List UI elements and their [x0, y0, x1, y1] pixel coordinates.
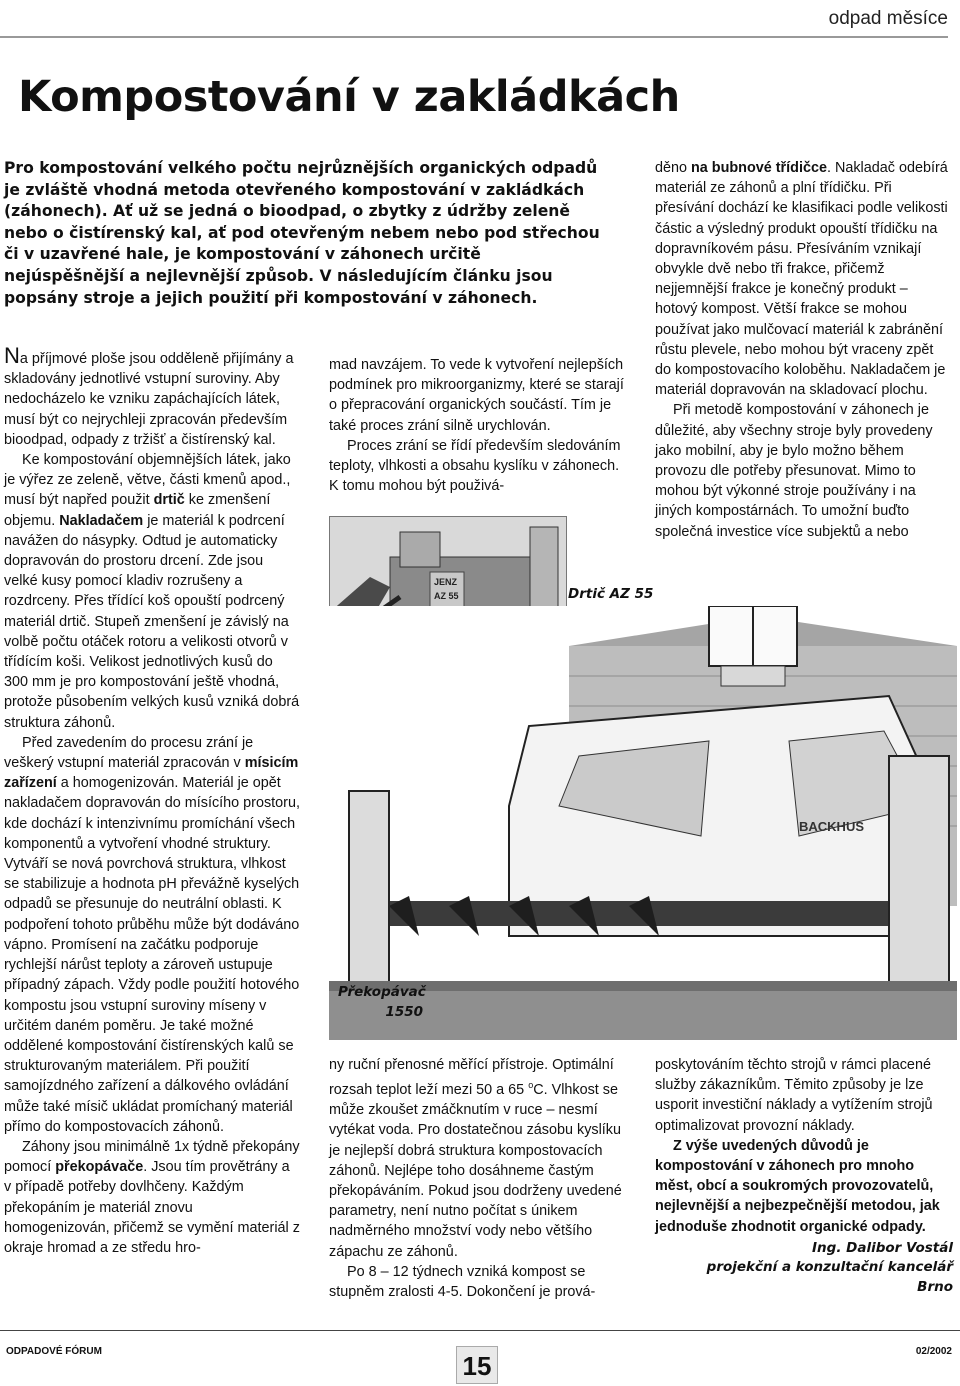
- column-2-bottom: [329, 1055, 625, 1302]
- degree-superscript: o: [528, 1080, 534, 1091]
- paragraph: [4, 450, 300, 733]
- paragraph: Při metodě kompostování v záhonech je důležité, aby všechny stroje byly provedeny jako mobilní, aby je bylo možno během provozu dle potřeby přesunovat. Mimo to mohou být výkonné stroje používány i na jiných kompostárnách. To umožní buďto společná investice více subjektů a nebo: [655, 402, 933, 540]
- author-block: [655, 1239, 953, 1298]
- text-run: ke zmenšení objemu.: [4, 492, 271, 529]
- author-office: projekční a konzultační kancelář: [706, 1259, 953, 1276]
- dropcap: N: [4, 343, 20, 368]
- footer-rule: [0, 1330, 960, 1331]
- text-run: C. Vlhkost se může zkoušet zmáčknutím v ruce – nesmí vytékat voda. Pro dostatečnou zásobu kyslíku je nejlepší dobrá struktura kompostovacích záhonů. Nejlépe toho dosáhneme častým překopáváním. Pokud jsou dodrženy uvedené parametry, není nutno počítat s únikem nadměrného množství vody nebo většího zápachu ze záhonů.: [329, 1082, 622, 1260]
- turner-caption: [338, 982, 426, 1022]
- turner-caption-model: 1550: [385, 1004, 423, 1020]
- magazine-name: ODPADOVÉ FÓRUM: [6, 1346, 102, 1357]
- crusher-brand-text: JENZ: [434, 577, 458, 587]
- text-run: . Nakladač odebírá materiál ze záhonů a plní třídičku. Při přesívání dochází ke klasifikaci podle velikosti částic a výsledný produkt opouští třídičku na dopravníkovém pásu. Přesíváním vznikají obvykle dvě nebo tři frakce, přičemž nejjemnější frakce je konečný produkt – hotový kompost. Větší frakce se mohou používat jako mulčovací materiál k zabránění růstu plevele, nebo mohou být vraceny zpět do kompostovacího koloběhu. Nakladačem je materiál dopravován na skladovací plochu.: [655, 160, 948, 399]
- issue-number: 02/2002: [915, 1346, 952, 1357]
- text-run-bold: drtič: [153, 492, 185, 509]
- paragraph: [4, 343, 300, 450]
- crusher-caption: Drtič AZ 55: [568, 586, 654, 602]
- text-run-bold: mísicím zařízení: [4, 755, 299, 792]
- section-label: odpad měsíce: [828, 8, 948, 29]
- text-run: a homogenizován. Materiál je opět nakladačem dopravován do mísícího prostoru, kde dochází k intenzivnímu promíchání všech komponentů a vytvoření vhodné struktury. Vytváří se nová povrchová struktura, vlhkost se stabilizuje a hodnota pH převážně kyselých odpadů se přesunuje do neutrální oblasti. K podpoření tohoto průběhu může být dodáváno vápno. Promísení na začátku podporuje rychlejší nárůst teploty a zároveň ustupuje případný zápach. Vždy podle použití hotového kompostu jsou vstupní suroviny míseny v určitém daném poměru. Je také možné oddělené kompostování čistírenských kalů se strukturovaným materiálem. Při použití samojízdného zařízení a dálkového ovládání může také mísič ukládat promíchaný materiál přímo do kompostovacích záhonů.: [4, 775, 300, 1135]
- turner-illustration: [329, 606, 957, 1040]
- paragraph: Proces zrání se řídí především sledováním teploty, vlhkosti a obsahu kyslíku v záhonech. K tomu mohou být použivá-: [329, 437, 621, 495]
- turner-caption-name: Překopávač: [338, 984, 426, 1000]
- column-2-top: [329, 355, 625, 496]
- paragraph: mad navzájem. To vede k vytvoření nejlepších podmínek pro mikroorganizmy, které se starají o přepracování organických součástí. Tím je také proces zrání silně urychlován.: [329, 357, 624, 434]
- text-run: a příjmové ploše jsou odděleně přijímány a skladovány jednotlivé vstupní suroviny. Aby nedocházelo ke vzniku zapáchajících látek, musí být co nejrychleji zpracován především bioodpad, odpady z tržišť a čistírenský kal.: [4, 351, 294, 448]
- header-rule: [0, 36, 948, 38]
- author-city: Brno: [917, 1278, 953, 1295]
- conclusion-paragraph: Z výše uvedených důvodů je kompostování v záhonech pro mnoho měst, obcí a soukromých provozovatelů, nejlevnější a nejbezpečnější metodou, jak jednoduše zhodnotit organické odpady.: [655, 1137, 940, 1235]
- article-lead: Pro kompostování velkého počtu nejrůznějších organických odpadů je zvláště vhodná metoda otevřeného kompostování v zakládkách (záhonech). Ať už se jedná o bioodpad, o zbytky z údržby zeleně nebo o čistírenský kal, ať pod otevřeným nebem nebo pod střechou či v uzavřené hale, je kompostování v záhonech určitě nejúspěšnější a nejlevnější způsob. V následujícím článku jsou popsány stroje a jejich použití při kompostování v záhonech.: [4, 159, 600, 307]
- column-3-bottom: [655, 1055, 953, 1297]
- page-number: 15: [456, 1346, 498, 1384]
- text-run: ny ruční přenosné měřící přístroje. Optimální rozsah teplot leží mezi 50 a 65: [329, 1057, 614, 1098]
- paragraph: [655, 158, 953, 400]
- section-header: [648, 0, 948, 36]
- turner-brand-text: BACKHUS: [799, 819, 864, 834]
- column-1: [4, 343, 300, 1258]
- text-run-bold: na bubnové třídičce: [691, 160, 827, 176]
- article-title: Kompostování v zakládkách: [18, 72, 680, 122]
- paragraph: [4, 733, 300, 1137]
- text-run-bold: překopávače: [55, 1159, 144, 1176]
- turner-photo: [329, 606, 957, 1040]
- paragraph: [4, 1137, 300, 1258]
- column-3-top: [655, 158, 953, 542]
- text-run: je materiál k podrcení navážen do násypky. Odtud je automaticky dopravován do prostoru drcení. Zde jsou velké kusy pomocí kladiv rozrušeny a rozdrceny. Přes třídící koš opouští podrcený materiál drtič. Stupeň zmenšení je závislý na volbě počtu otáček rotoru a velikosti otvorů v třídícím koši. Velikost jednotlivých kusů do 300 mm je pro kompostování ještě vhodná, protože působením velkých kusů vzniká dobrá struktura záhonů.: [4, 512, 300, 731]
- text-run-bold: Nakladačem: [59, 512, 144, 529]
- paragraph: Po 8 – 12 týdnech vzniká kompost se stupněm zralosti 4-5. Dokončení je prová-: [329, 1263, 596, 1301]
- text-run: Záhony jsou minimálně 1x týdně překopány pomocí: [4, 1138, 300, 1176]
- text-run: děno: [655, 160, 692, 176]
- text-run: . Jsou tím provětrány a v případě potřeby dovlhčeny. Každým překopáním je materiál znovu homogenizován, přičemž se vymění materiál z okraje hromad a ze středu hro-: [4, 1159, 300, 1256]
- crusher-model-text: AZ 55: [434, 591, 459, 601]
- paragraph: [329, 1055, 625, 1262]
- text-run: Před zavedením do procesu zrání je veškerý vstupní materiál zpracován v: [4, 734, 254, 772]
- text-run: Ke kompostování objemnějších látek, jako je výřez ze zeleně, větve, části kmenů apod., musí být napřed použit: [4, 452, 291, 509]
- paragraph: poskytováním těchto strojů v rámci placené služby zákazníkům. Těmito způsoby je lze usporit investiční náklady a vytížením strojů optimalizovat provozní náklady.: [655, 1057, 933, 1134]
- author-name: Ing. Dalibor Vostál: [812, 1239, 953, 1256]
